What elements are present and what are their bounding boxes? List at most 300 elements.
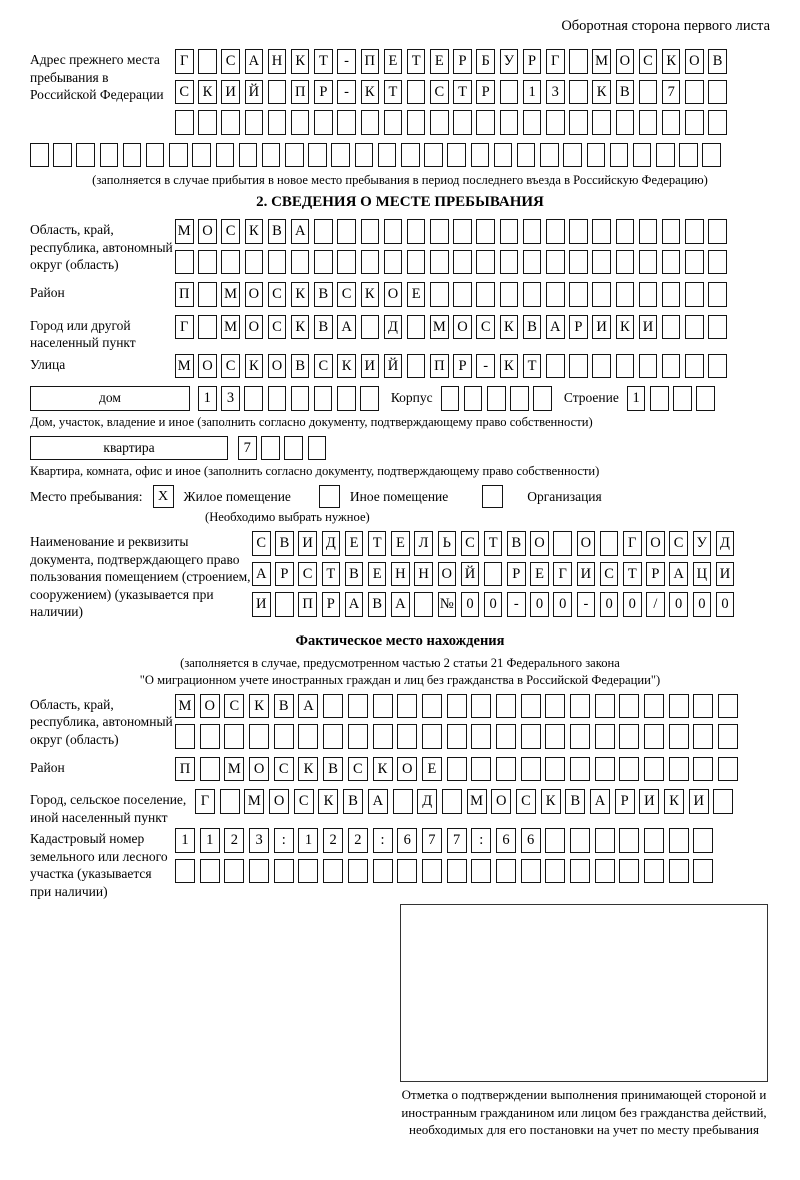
- char-cell[interactable]: [496, 757, 516, 782]
- char-cell[interactable]: [546, 110, 565, 135]
- char-cell[interactable]: [471, 143, 490, 168]
- char-cell[interactable]: О: [577, 531, 596, 556]
- char-cell[interactable]: Е: [345, 531, 364, 556]
- char-cell[interactable]: [337, 250, 356, 275]
- char-cell[interactable]: 3: [546, 80, 565, 105]
- char-cell[interactable]: [523, 110, 542, 135]
- char-cell[interactable]: -: [337, 80, 356, 105]
- char-cell[interactable]: 0: [461, 592, 480, 617]
- char-cell[interactable]: [337, 219, 356, 244]
- char-cell[interactable]: 1: [200, 828, 220, 853]
- char-cell[interactable]: Т: [384, 80, 403, 105]
- char-cell[interactable]: [476, 282, 495, 307]
- char-cell[interactable]: [662, 282, 681, 307]
- char-cell[interactable]: М: [175, 219, 194, 244]
- char-cell[interactable]: М: [221, 315, 240, 340]
- char-cell[interactable]: [407, 250, 426, 275]
- char-cell[interactable]: 7: [422, 828, 442, 853]
- char-cell[interactable]: С: [348, 757, 368, 782]
- char-cell[interactable]: [274, 859, 294, 884]
- char-cell[interactable]: П: [291, 80, 310, 105]
- char-cell[interactable]: [314, 386, 333, 411]
- char-cell[interactable]: [500, 110, 519, 135]
- char-cell[interactable]: В: [616, 80, 635, 105]
- char-cell[interactable]: С: [221, 219, 240, 244]
- char-cell[interactable]: [693, 757, 713, 782]
- char-cell[interactable]: [393, 789, 413, 814]
- char-cell[interactable]: [453, 282, 472, 307]
- char-cell[interactable]: [348, 694, 368, 719]
- char-cell[interactable]: 2: [224, 828, 244, 853]
- char-cell[interactable]: О: [491, 789, 511, 814]
- char-cell[interactable]: В: [507, 531, 526, 556]
- char-cell[interactable]: 7: [662, 80, 681, 105]
- char-cell[interactable]: [569, 250, 588, 275]
- char-cell[interactable]: [553, 531, 572, 556]
- char-cell[interactable]: [447, 859, 467, 884]
- char-cell[interactable]: [397, 694, 417, 719]
- char-cell[interactable]: [373, 694, 393, 719]
- char-cell[interactable]: [639, 250, 658, 275]
- char-cell[interactable]: [430, 110, 449, 135]
- char-cell[interactable]: Р: [275, 562, 294, 587]
- char-cell[interactable]: [175, 724, 195, 749]
- char-cell[interactable]: Г: [546, 49, 565, 74]
- char-cell[interactable]: А: [298, 694, 318, 719]
- char-cell[interactable]: И: [252, 592, 271, 617]
- char-cell[interactable]: К: [198, 80, 217, 105]
- char-cell[interactable]: О: [269, 789, 289, 814]
- char-cell[interactable]: Т: [484, 531, 503, 556]
- char-cell[interactable]: 7: [447, 828, 467, 853]
- char-cell[interactable]: И: [592, 315, 611, 340]
- char-cell[interactable]: 2: [348, 828, 368, 853]
- char-cell[interactable]: [245, 250, 264, 275]
- char-cell[interactable]: [500, 80, 519, 105]
- char-cell[interactable]: [220, 789, 240, 814]
- char-cell[interactable]: [708, 282, 727, 307]
- char-cell[interactable]: [639, 282, 658, 307]
- char-cell[interactable]: [224, 724, 244, 749]
- char-cell[interactable]: [669, 757, 689, 782]
- char-cell[interactable]: [373, 859, 393, 884]
- stay-type-checkbox-residential[interactable]: X: [153, 485, 174, 508]
- char-cell[interactable]: [523, 250, 542, 275]
- char-cell[interactable]: К: [291, 315, 310, 340]
- char-cell[interactable]: [323, 859, 343, 884]
- char-cell[interactable]: [619, 859, 639, 884]
- char-cell[interactable]: С: [175, 80, 194, 105]
- char-cell[interactable]: [337, 110, 356, 135]
- char-cell[interactable]: О: [198, 354, 217, 379]
- char-cell[interactable]: К: [373, 757, 393, 782]
- char-cell[interactable]: [693, 828, 713, 853]
- char-cell[interactable]: [447, 724, 467, 749]
- char-cell[interactable]: [224, 859, 244, 884]
- char-cell[interactable]: [644, 828, 664, 853]
- stay-type-checkbox-organization[interactable]: [482, 485, 503, 508]
- char-cell[interactable]: Н: [391, 562, 410, 587]
- char-cell[interactable]: [650, 386, 669, 411]
- char-cell[interactable]: [662, 354, 681, 379]
- char-cell[interactable]: [639, 354, 658, 379]
- char-cell[interactable]: Т: [623, 562, 642, 587]
- char-cell[interactable]: [361, 250, 380, 275]
- char-cell[interactable]: [662, 250, 681, 275]
- char-cell[interactable]: [298, 724, 318, 749]
- char-cell[interactable]: [496, 724, 516, 749]
- char-cell[interactable]: [616, 219, 635, 244]
- char-cell[interactable]: [274, 724, 294, 749]
- char-cell[interactable]: [285, 143, 304, 168]
- char-cell[interactable]: Т: [407, 49, 426, 74]
- char-cell[interactable]: [441, 386, 460, 411]
- char-cell[interactable]: [693, 724, 713, 749]
- char-cell[interactable]: [569, 49, 588, 74]
- char-cell[interactable]: В: [291, 354, 310, 379]
- char-cell[interactable]: [685, 219, 704, 244]
- char-cell[interactable]: [323, 694, 343, 719]
- char-cell[interactable]: В: [368, 592, 387, 617]
- char-cell[interactable]: И: [639, 315, 658, 340]
- char-cell[interactable]: Р: [453, 49, 472, 74]
- char-cell[interactable]: [314, 110, 333, 135]
- char-cell[interactable]: С: [224, 694, 244, 719]
- char-cell[interactable]: [685, 315, 704, 340]
- char-cell[interactable]: 0: [530, 592, 549, 617]
- char-cell[interactable]: [442, 789, 462, 814]
- char-cell[interactable]: [249, 859, 269, 884]
- char-cell[interactable]: [268, 80, 287, 105]
- char-cell[interactable]: Е: [407, 282, 426, 307]
- char-cell[interactable]: [245, 110, 264, 135]
- char-cell[interactable]: [569, 282, 588, 307]
- char-cell[interactable]: [422, 694, 442, 719]
- char-cell[interactable]: [592, 219, 611, 244]
- char-cell[interactable]: [708, 219, 727, 244]
- char-cell[interactable]: [430, 219, 449, 244]
- char-cell[interactable]: У: [500, 49, 519, 74]
- char-cell[interactable]: [200, 859, 220, 884]
- char-cell[interactable]: [175, 859, 195, 884]
- char-cell[interactable]: Е: [384, 49, 403, 74]
- char-cell[interactable]: Д: [384, 315, 403, 340]
- char-cell[interactable]: [644, 757, 664, 782]
- char-cell[interactable]: К: [500, 354, 519, 379]
- char-cell[interactable]: 7: [238, 436, 257, 461]
- char-cell[interactable]: [592, 354, 611, 379]
- char-cell[interactable]: 1: [627, 386, 646, 411]
- char-cell[interactable]: [496, 694, 516, 719]
- char-cell[interactable]: [453, 110, 472, 135]
- char-cell[interactable]: [430, 282, 449, 307]
- char-cell[interactable]: Л: [414, 531, 433, 556]
- char-cell[interactable]: П: [175, 282, 194, 307]
- char-cell[interactable]: Б: [476, 49, 495, 74]
- char-cell[interactable]: Н: [268, 49, 287, 74]
- char-cell[interactable]: [200, 757, 220, 782]
- char-cell[interactable]: [275, 592, 294, 617]
- char-cell[interactable]: [337, 386, 356, 411]
- char-cell[interactable]: [685, 354, 704, 379]
- char-cell[interactable]: [471, 859, 491, 884]
- char-cell[interactable]: А: [669, 562, 688, 587]
- char-cell[interactable]: [616, 250, 635, 275]
- char-cell[interactable]: В: [314, 282, 333, 307]
- char-cell[interactable]: :: [274, 828, 294, 853]
- char-cell[interactable]: С: [268, 315, 287, 340]
- char-cell[interactable]: И: [716, 562, 735, 587]
- char-cell[interactable]: Ь: [438, 531, 457, 556]
- char-cell[interactable]: [540, 143, 559, 168]
- char-cell[interactable]: К: [298, 757, 318, 782]
- char-cell[interactable]: Р: [507, 562, 526, 587]
- char-cell[interactable]: [708, 110, 727, 135]
- char-cell[interactable]: [464, 386, 483, 411]
- char-cell[interactable]: [500, 282, 519, 307]
- char-cell[interactable]: [494, 143, 513, 168]
- char-cell[interactable]: [510, 386, 529, 411]
- char-cell[interactable]: [476, 250, 495, 275]
- char-cell[interactable]: [239, 143, 258, 168]
- char-cell[interactable]: [484, 562, 503, 587]
- char-cell[interactable]: Й: [245, 80, 264, 105]
- char-cell[interactable]: В: [274, 694, 294, 719]
- char-cell[interactable]: [718, 724, 738, 749]
- char-cell[interactable]: [496, 859, 516, 884]
- char-cell[interactable]: [348, 724, 368, 749]
- char-cell[interactable]: [696, 386, 715, 411]
- char-cell[interactable]: С: [221, 49, 240, 74]
- char-cell[interactable]: К: [318, 789, 338, 814]
- char-cell[interactable]: [198, 282, 217, 307]
- char-cell[interactable]: [523, 282, 542, 307]
- char-cell[interactable]: С: [600, 562, 619, 587]
- char-cell[interactable]: [268, 386, 287, 411]
- char-cell[interactable]: О: [530, 531, 549, 556]
- char-cell[interactable]: К: [337, 354, 356, 379]
- char-cell[interactable]: С: [430, 80, 449, 105]
- char-cell[interactable]: [314, 219, 333, 244]
- char-cell[interactable]: [600, 531, 619, 556]
- char-cell[interactable]: О: [245, 282, 264, 307]
- char-cell[interactable]: 1: [298, 828, 318, 853]
- char-cell[interactable]: [401, 143, 420, 168]
- char-cell[interactable]: [685, 250, 704, 275]
- char-cell[interactable]: -: [577, 592, 596, 617]
- char-cell[interactable]: [713, 789, 733, 814]
- char-cell[interactable]: В: [708, 49, 727, 74]
- char-cell[interactable]: А: [345, 592, 364, 617]
- char-cell[interactable]: С: [298, 562, 317, 587]
- char-cell[interactable]: [422, 724, 442, 749]
- char-cell[interactable]: С: [516, 789, 536, 814]
- char-cell[interactable]: [521, 757, 541, 782]
- char-cell[interactable]: [447, 694, 467, 719]
- char-cell[interactable]: А: [546, 315, 565, 340]
- char-cell[interactable]: Д: [417, 789, 437, 814]
- char-cell[interactable]: [453, 250, 472, 275]
- stay-type-checkbox-other[interactable]: [319, 485, 340, 508]
- char-cell[interactable]: Й: [384, 354, 403, 379]
- char-cell[interactable]: [570, 828, 590, 853]
- char-cell[interactable]: [355, 143, 374, 168]
- char-cell[interactable]: К: [361, 282, 380, 307]
- char-cell[interactable]: А: [245, 49, 264, 74]
- char-cell[interactable]: [500, 250, 519, 275]
- char-cell[interactable]: К: [361, 80, 380, 105]
- char-cell[interactable]: [384, 219, 403, 244]
- char-cell[interactable]: [718, 694, 738, 719]
- char-cell[interactable]: [308, 143, 327, 168]
- char-cell[interactable]: [521, 859, 541, 884]
- char-cell[interactable]: М: [244, 789, 264, 814]
- char-cell[interactable]: Н: [414, 562, 433, 587]
- char-cell[interactable]: [424, 143, 443, 168]
- char-cell[interactable]: П: [361, 49, 380, 74]
- char-cell[interactable]: 1: [175, 828, 195, 853]
- char-cell[interactable]: Д: [322, 531, 341, 556]
- char-cell[interactable]: [569, 80, 588, 105]
- char-cell[interactable]: [610, 143, 629, 168]
- char-cell[interactable]: К: [500, 315, 519, 340]
- char-cell[interactable]: 0: [669, 592, 688, 617]
- char-cell[interactable]: [407, 354, 426, 379]
- char-cell[interactable]: Т: [314, 49, 333, 74]
- char-cell[interactable]: [546, 354, 565, 379]
- char-cell[interactable]: [669, 724, 689, 749]
- char-cell[interactable]: [619, 757, 639, 782]
- char-cell[interactable]: [616, 110, 635, 135]
- char-cell[interactable]: [500, 219, 519, 244]
- char-cell[interactable]: [200, 724, 220, 749]
- char-cell[interactable]: [407, 80, 426, 105]
- char-cell[interactable]: [639, 110, 658, 135]
- char-cell[interactable]: 0: [623, 592, 642, 617]
- char-cell[interactable]: А: [368, 789, 388, 814]
- char-cell[interactable]: [662, 110, 681, 135]
- char-cell[interactable]: Г: [195, 789, 215, 814]
- char-cell[interactable]: М: [221, 282, 240, 307]
- char-cell[interactable]: М: [175, 694, 195, 719]
- char-cell[interactable]: О: [616, 49, 635, 74]
- char-cell[interactable]: Е: [422, 757, 442, 782]
- char-cell[interactable]: [447, 143, 466, 168]
- char-cell[interactable]: [708, 354, 727, 379]
- char-cell[interactable]: К: [662, 49, 681, 74]
- char-cell[interactable]: С: [669, 531, 688, 556]
- char-cell[interactable]: [471, 694, 491, 719]
- char-cell[interactable]: [669, 828, 689, 853]
- char-cell[interactable]: Р: [523, 49, 542, 74]
- char-cell[interactable]: И: [639, 789, 659, 814]
- char-cell[interactable]: С: [252, 531, 271, 556]
- char-cell[interactable]: [644, 859, 664, 884]
- char-cell[interactable]: [662, 315, 681, 340]
- char-cell[interactable]: А: [337, 315, 356, 340]
- char-cell[interactable]: [595, 828, 615, 853]
- char-cell[interactable]: [262, 143, 281, 168]
- char-cell[interactable]: К: [592, 80, 611, 105]
- char-cell[interactable]: [679, 143, 698, 168]
- char-cell[interactable]: А: [590, 789, 610, 814]
- char-cell[interactable]: Е: [430, 49, 449, 74]
- char-cell[interactable]: О: [646, 531, 665, 556]
- char-cell[interactable]: [198, 315, 217, 340]
- char-cell[interactable]: Р: [314, 80, 333, 105]
- char-cell[interactable]: [685, 282, 704, 307]
- char-cell[interactable]: [521, 694, 541, 719]
- char-cell[interactable]: [360, 386, 379, 411]
- char-cell[interactable]: /: [646, 592, 665, 617]
- char-cell[interactable]: [221, 110, 240, 135]
- char-cell[interactable]: Т: [523, 354, 542, 379]
- char-cell[interactable]: №: [438, 592, 457, 617]
- char-cell[interactable]: В: [565, 789, 585, 814]
- char-cell[interactable]: [546, 282, 565, 307]
- char-cell[interactable]: С: [639, 49, 658, 74]
- char-cell[interactable]: -: [476, 354, 495, 379]
- char-cell[interactable]: Р: [476, 80, 495, 105]
- char-cell[interactable]: А: [391, 592, 410, 617]
- char-cell[interactable]: С: [314, 354, 333, 379]
- char-cell[interactable]: И: [361, 354, 380, 379]
- char-cell[interactable]: 0: [600, 592, 619, 617]
- char-cell[interactable]: [693, 694, 713, 719]
- char-cell[interactable]: 3: [221, 386, 240, 411]
- char-cell[interactable]: 3: [249, 828, 269, 853]
- char-cell[interactable]: [639, 80, 658, 105]
- char-cell[interactable]: [685, 110, 704, 135]
- char-cell[interactable]: [216, 143, 235, 168]
- char-cell[interactable]: В: [268, 219, 287, 244]
- char-cell[interactable]: [669, 694, 689, 719]
- char-cell[interactable]: [261, 436, 280, 461]
- char-cell[interactable]: [595, 694, 615, 719]
- char-cell[interactable]: -: [337, 49, 356, 74]
- char-cell[interactable]: Е: [368, 562, 387, 587]
- char-cell[interactable]: [619, 724, 639, 749]
- char-cell[interactable]: [244, 386, 263, 411]
- char-cell[interactable]: [569, 110, 588, 135]
- char-cell[interactable]: [616, 282, 635, 307]
- char-cell[interactable]: Г: [623, 531, 642, 556]
- char-cell[interactable]: [587, 143, 606, 168]
- char-cell[interactable]: [616, 354, 635, 379]
- char-cell[interactable]: [533, 386, 552, 411]
- char-cell[interactable]: Г: [553, 562, 572, 587]
- char-cell[interactable]: О: [198, 219, 217, 244]
- char-cell[interactable]: 6: [521, 828, 541, 853]
- char-cell[interactable]: Р: [322, 592, 341, 617]
- char-cell[interactable]: [361, 110, 380, 135]
- char-cell[interactable]: :: [373, 828, 393, 853]
- char-cell[interactable]: [570, 859, 590, 884]
- char-cell[interactable]: [407, 219, 426, 244]
- char-cell[interactable]: [569, 219, 588, 244]
- char-cell[interactable]: 1: [198, 386, 217, 411]
- char-cell[interactable]: [100, 143, 119, 168]
- char-cell[interactable]: [384, 110, 403, 135]
- char-cell[interactable]: [422, 859, 442, 884]
- char-cell[interactable]: П: [430, 354, 449, 379]
- char-cell[interactable]: [521, 724, 541, 749]
- char-cell[interactable]: [545, 859, 565, 884]
- char-cell[interactable]: Р: [615, 789, 635, 814]
- char-cell[interactable]: [331, 143, 350, 168]
- char-cell[interactable]: Е: [391, 531, 410, 556]
- char-cell[interactable]: [639, 219, 658, 244]
